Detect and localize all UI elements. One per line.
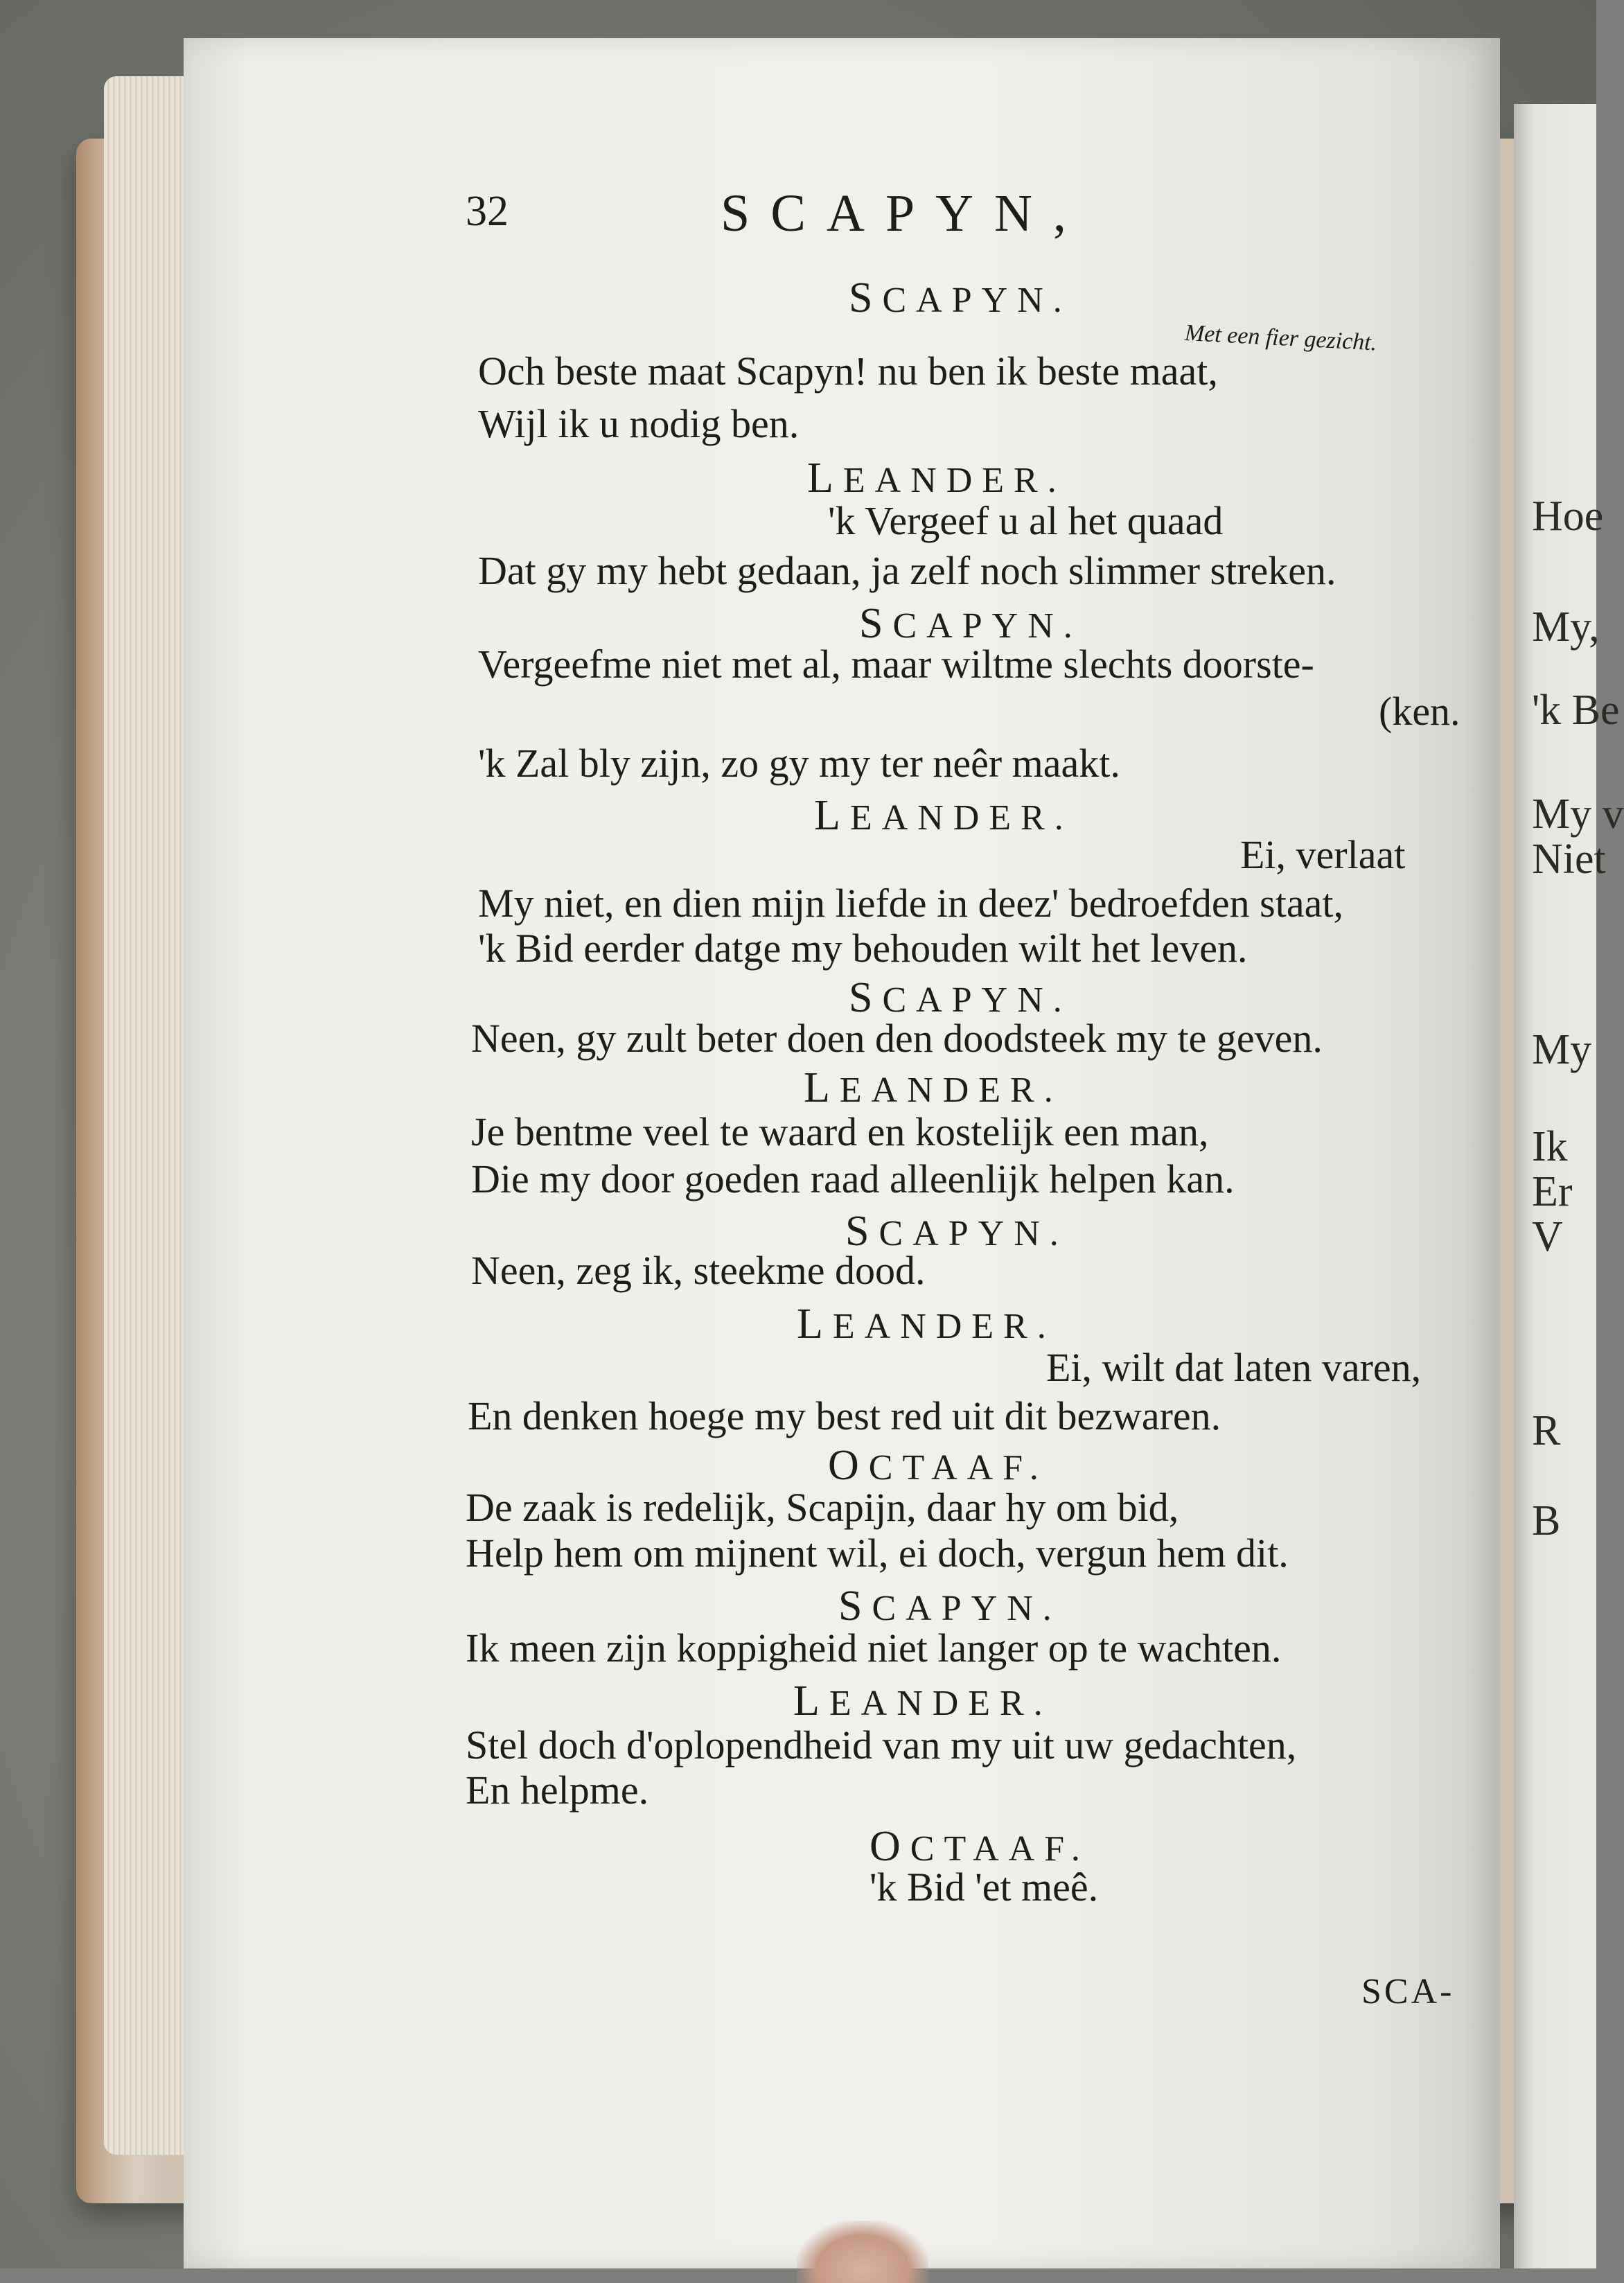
verse-line: Wijl ik u nodig ben. <box>478 401 800 446</box>
facing-fragment: My v <box>1532 791 1624 838</box>
facing-fragment: 'k Be <box>1532 687 1620 734</box>
verse-line: En denken hoege my best red uit dit bezwaren. <box>468 1393 1221 1438</box>
verse-line: Neen, gy zult beter doen den doodsteek my te geven. <box>471 1016 1323 1061</box>
verse-line: 'k Zal bly zijn, zo gy my ter neêr maakt. <box>478 741 1120 786</box>
page-edges <box>104 76 187 2155</box>
verse-line: 'k Vergeef u al het quaad <box>828 498 1224 543</box>
verse-line: Ik meen zijn koppigheid niet langer op te wachten. <box>466 1625 1282 1671</box>
facing-fragment: My <box>1532 1026 1592 1073</box>
speaker-name: SCAPYN. <box>849 974 1072 1021</box>
verse-line: 'k Bid eerder datge my behouden wilt het leven. <box>478 926 1248 971</box>
facing-fragment: B <box>1532 1497 1561 1544</box>
verse-line: Ei, wilt dat laten varen, <box>1046 1345 1422 1390</box>
verse-line: (ken. <box>1379 689 1460 734</box>
facing-page <box>1514 104 1624 2268</box>
verse-line: Stel doch d'oplopendheid van my uit uw gedachten, <box>466 1722 1297 1768</box>
facing-fragment: Niet <box>1532 836 1606 883</box>
speaker-name: SCAPYN. <box>859 600 1082 647</box>
verse-line: Dat gy my hebt gedaan, ja zelf noch slimmer streken. <box>478 548 1336 593</box>
verse-line: Ei, verlaat <box>1240 832 1406 877</box>
speaker-name: SCAPYN. <box>838 1583 1061 1630</box>
speaker-name: LEANDER. <box>797 1301 1056 1348</box>
verse-line: Help hem om mijnent wil, ei doch, vergun hem dit. <box>466 1531 1289 1576</box>
facing-fragment: Hoe <box>1532 493 1604 540</box>
verse-line: Je bentme veel te waard en kostelijk een man, <box>471 1109 1209 1154</box>
verse-line: Die my door goeden raad alleenlijk helpen kan. <box>471 1156 1235 1201</box>
verse-line: Och beste maat Scapyn! nu ben ik beste maat, <box>478 349 1218 394</box>
verse-line: 'k Bid 'et meê. <box>870 1865 1099 1910</box>
verse-line: My niet, en dien mijn liefde in deez' bedroefden staat, <box>478 881 1343 926</box>
speaker-name: LEANDER. <box>814 792 1073 839</box>
speaker-name: LEANDER. <box>804 1064 1063 1111</box>
stage-direction: Met een fier gezicht. <box>1184 320 1378 356</box>
speaker-name: SCAPYN. <box>845 1208 1068 1255</box>
verse-line: Neen, zeg ik, steekme dood. <box>471 1248 926 1293</box>
facing-fragment: V <box>1532 1213 1563 1260</box>
facing-fragment: R <box>1532 1407 1561 1454</box>
verse-line: En helpme. <box>466 1768 649 1813</box>
catchword: SCA- <box>1361 1972 1455 2011</box>
speaker-name: OCTAAF. <box>870 1823 1090 1870</box>
verse-line: De zaak is redelijk, Scapijn, daar hy om bid, <box>466 1485 1179 1530</box>
speaker-name: SCAPYN. <box>849 274 1072 321</box>
verse-line: Vergeefme niet met al, maar wiltme slechts doorste- <box>478 642 1314 687</box>
speaker-name: OCTAAF. <box>828 1442 1048 1489</box>
facing-fragment: Er <box>1532 1168 1573 1215</box>
facing-fragment: Ik <box>1532 1123 1568 1170</box>
running-head: SCAPYN, <box>721 184 1087 243</box>
page-number: 32 <box>466 188 509 235</box>
speaker-name: LEANDER. <box>793 1677 1052 1725</box>
thumb-shadow <box>797 2221 928 2283</box>
speaker-name: LEANDER. <box>807 455 1066 502</box>
facing-fragment: My, <box>1532 603 1600 651</box>
